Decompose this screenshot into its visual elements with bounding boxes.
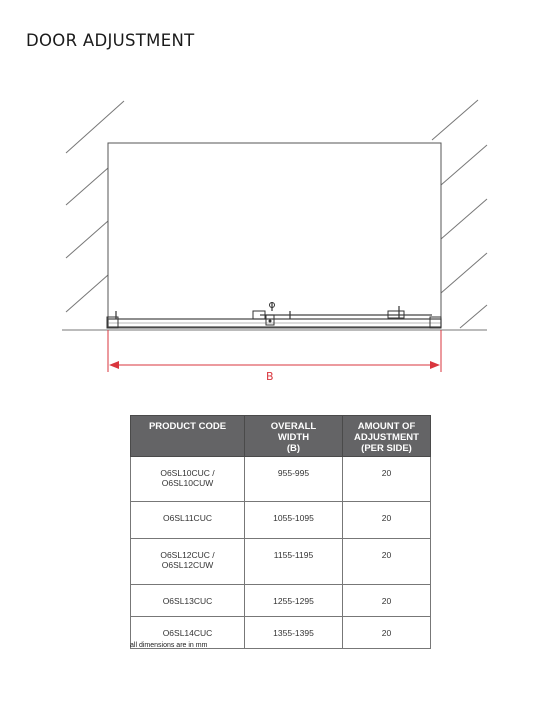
- overall-width-cell: 955-995: [245, 457, 343, 502]
- adjustment-cell: 20: [343, 502, 431, 539]
- product-code-cell: O6SL11CUC: [131, 502, 245, 539]
- adjustment-cell: 20: [343, 585, 431, 617]
- overall-width-cell: 1255-1295: [245, 585, 343, 617]
- header-adjustment: AMOUNT OF ADJUSTMENT (PER SIDE): [343, 416, 431, 457]
- left-wall-hatching: [66, 101, 124, 312]
- overall-width-cell: 1355-1395: [245, 617, 343, 649]
- header-product-code: PRODUCT CODE: [131, 416, 245, 457]
- product-code-cell: O6SL12CUC / O6SL12CUW: [131, 539, 245, 585]
- right-wall-hatching: [432, 100, 487, 328]
- table-row: [131, 539, 431, 585]
- dimensions-footnote: all dimensions are in mm: [130, 642, 208, 649]
- header-overall-width: OVERALL WIDTH (B): [245, 416, 343, 457]
- adjustment-cell: 20: [343, 539, 431, 585]
- adjustment-cell: 20: [343, 617, 431, 649]
- overall-width-cell: 1055-1095: [245, 502, 343, 539]
- table-header-row: [131, 416, 431, 457]
- adjustment-cell: 20: [343, 457, 431, 502]
- table-row: [131, 585, 431, 617]
- dimension-line-b: [108, 330, 441, 372]
- enclosure-outline: [108, 143, 441, 328]
- product-code-cell: O6SL14CUC: [131, 617, 245, 649]
- overall-width-cell: 1155-1195: [245, 539, 343, 585]
- product-code-cell: O6SL10CUC / O6SL10CUW: [131, 457, 245, 502]
- table-row: [131, 457, 431, 502]
- dimension-label-b: B: [266, 370, 274, 383]
- product-table: [130, 415, 431, 649]
- table-row: [131, 502, 431, 539]
- product-code-cell: O6SL13CUC: [131, 585, 245, 617]
- page-title: DOOR ADJUSTMENT: [26, 31, 195, 50]
